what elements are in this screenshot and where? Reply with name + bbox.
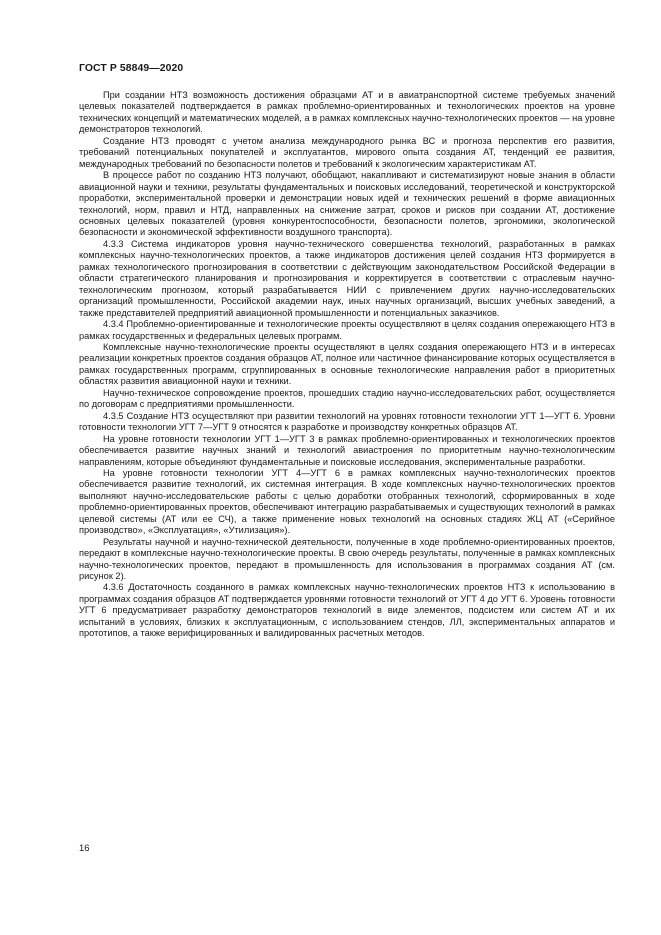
paragraph: В процессе работ по созданию НТЗ получают, обобщают, накапливают и систематизируют новые знания в области авиационной науки и техники, результаты фундаментальных и поисковых исследований, теоретической и конструкторской проработки, экспериментальной проверки и демонстрации новых идей и технических решений в форме авиационных технологий, норм, правил и НТД, направленных на снижение затрат, сроков и рисков при создании АТ, достижение основных целевых показателей (уровня конкурентоспособности, безопасности полетов, эргономики, экологической безопасности и экономической эффективности воздушного транспорта). (79, 170, 615, 238)
paragraph: На уровне готовности технологии УГТ 4—УГТ 6 в рамках комплексных научно-технологических проектов обеспечивается развитие технологий, их системная интеграция. В ходе комплексных научно-технологических проектов выполняют научно-исследовательские работы с целью доработки отобранных технологий, сформированных в ходе проблемно-ориентированных проектов, обеспечивают интеграцию разрабатываемых и существующих технологий в рамках целевой системы (АТ или ее СЧ), а также применение новых технологий на основных стадиях ЖЦ АТ («Серийное производство», «Эксплуатация», «Утилизация»). (79, 467, 615, 536)
document-body (79, 90, 615, 640)
paragraph-clause-4-3-3: 4.3.3 Система индикаторов уровня научно-технического совершенства технологий, разработанных в рамках комплексных научно-технологических проектов, а также индикаторов достижения целей создания НТЗ формируется в рамках технологического прогнозирования в соответствии с действующим законодательством Российской Федерации в области стратегического планирования и прогнозирования и корректируется в соответствии с отраслевым научно-технологическим прогнозом, который разрабатывается НИИ с привлечением других научно-исследовательских организаций промышленности, Российской академии наук, иных научных организаций, высших учебных заведений, а также представителей предприятий авиационной промышленности и потенциальных заказчиков. (79, 238, 615, 318)
paragraph: При создании НТЗ возможность достижения образцами АТ и в авиатранспортной системе требуемых значений целевых показателей подтверждается в рамках проблемно-ориентированных и технологических проектов на уровне технических концепций и математических моделей, а в рамках комплексных научно-технологических проектов — на уровне демонстраторов технологий. (79, 90, 615, 135)
standard-id-header: ГОСТ Р 58849—2020 (79, 63, 184, 74)
paragraph: Создание НТЗ проводят с учетом анализа международного рынка ВС и прогноза перспектив его развития, требований потенциальных покупателей и эксплуатантов, мирового опыта создания АТ, тенденций ее развития, международных требований по безопасности полетов и требований к экологическим характеристикам АТ. (79, 135, 615, 169)
paragraph: Результаты научной и научно-технической деятельности, полученные в ходе проблемно-ориентированных проектов, передают в комплексные научно-технологические проекты. В свою очередь результаты, полученные в рамках комплексных научно-технологических проектов, передают в промышленность для использования в программах создания АТ (см. рисунок 2). (79, 536, 615, 582)
paragraph: На уровне готовности технологии УГТ 1—УГТ 3 в рамках проблемно-ориентированных и технологических проектов обеспечивается развитие научных знаний и технологий авиастроения по приоритетным научно-технологическим направлениям, которые объединяют фундаментальные и поисковые исследования, экспериментальные разработки. (79, 433, 615, 467)
page-number: 16 (79, 843, 90, 854)
paragraph: Научно-техническое сопровождение проектов, прошедших стадию научно-исследовательских работ, осуществляется по договорам с предприятиями промышленности. (79, 387, 615, 410)
paragraph: Комплексные научно-технологические проекты осуществляют в целях создания опережающего НТЗ и в интересах реализации конкретных проектов создания образцов АТ, полное или частичное финансирование которых осуществляется в рамках государственных программ, сгруппированных в основные технологические направления работ в приоритетных областях развития авиационной науки и техники. (79, 341, 615, 387)
paragraph-clause-4-3-5: 4.3.5 Создание НТЗ осуществляют при развитии технологий на уровнях готовности технологии УГТ 1—УГТ 6. Уровни готовности технологии УГТ 7—УГТ 9 относятся к разработке и производству конкретных образцов АТ. (79, 410, 615, 433)
paragraph-clause-4-3-4: 4.3.4 Проблемно-ориентированные и технологические проекты осуществляют в целях создания опережающего НТЗ в рамках государственных и федеральных целевых программ. (79, 319, 615, 341)
paragraph-clause-4-3-6: 4.3.6 Достаточность созданного в рамках комплексных научно-технологических проектов НТЗ к использованию в программах создания образцов АТ подтверждается уровнями готовности технологий от УГТ 4 до УГТ 6. Уровень готовности УГТ 6 предусматривает разработку демонстраторов технологий в виде элементов, подсистем или систем АТ и их испытаний в условиях, близких к эксплуатационным, с использованием стендов, ЛЛ, экспериментальных аппаратов и прототипов, а также верифицированных и валидированных расчетных методов. (79, 582, 615, 639)
